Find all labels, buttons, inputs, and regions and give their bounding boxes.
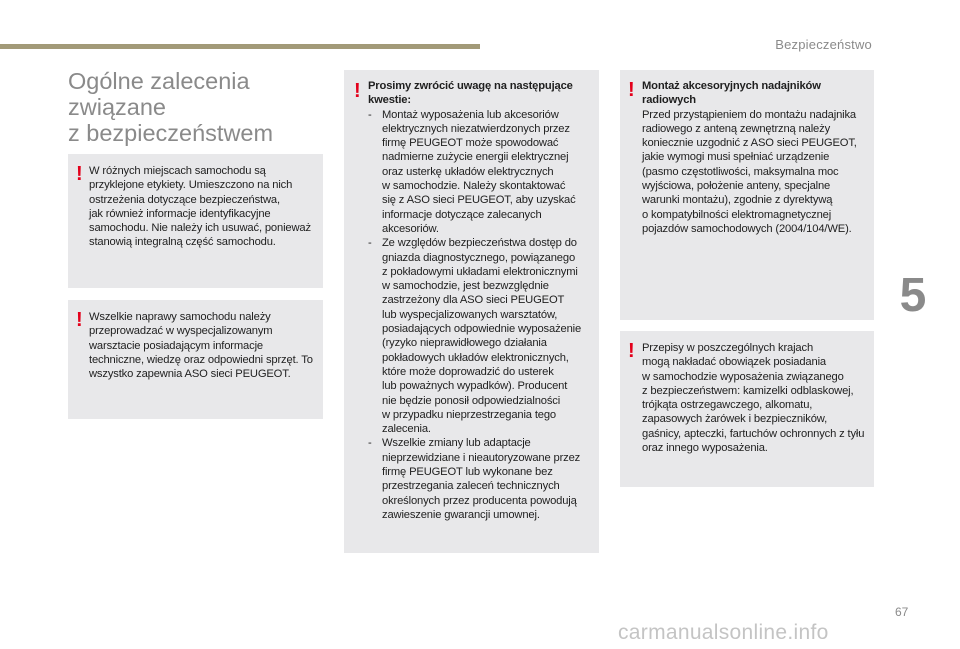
exclamation-icon: !: [354, 80, 361, 102]
warning-text-line: wyjściowa, położenie anteny, specjalne: [642, 180, 831, 193]
header-accent-bar: [0, 44, 480, 49]
bullet-line: nie będzie ponosił odpowiedzialności: [382, 394, 561, 407]
warning-text-line: o kompatybilności elektromagnetycznej: [642, 208, 832, 221]
bullet-line: pokładowych układów elektronicznych,: [382, 351, 569, 364]
bullet-line: informacje dotyczące zalecanych: [382, 208, 542, 221]
page-title: [68, 68, 273, 146]
exclamation-icon: !: [628, 79, 635, 101]
page-title-line: Ogólne zalecenia: [68, 68, 250, 94]
page-title-line: z bezpieczeństwem: [68, 120, 274, 146]
warning-text-line: stanowią integralną część samochodu.: [89, 236, 276, 249]
bullet-line: Wszelkie zmiany lub adaptacje: [382, 437, 531, 450]
bullet-line: zastrzeżony dla ASO sieci PEUGEOT: [382, 294, 565, 307]
warning-bullet-list: [368, 108, 595, 523]
warning-text-line: z bezpieczeństwem: kamizelki odblaskowej,: [642, 384, 854, 397]
bullet-line: określonych przez producenta powodują: [382, 494, 577, 507]
warning-text-line: W różnych miejscach samochodu są: [89, 165, 266, 177]
bullet-line: nieprzewidziane i nieautoryzowane przez: [382, 451, 581, 464]
bullet-line: które może doprowadzić do usterek: [382, 365, 554, 378]
exclamation-icon: !: [628, 340, 635, 362]
chapter-number: 5: [899, 269, 927, 322]
bullet-line: przestrzegania zaleceń technicznych: [382, 480, 560, 493]
bullet-line: zawieszenie gwarancji umownej.: [382, 508, 540, 521]
bullet-line: nadmierne zużycie energii elektrycznej: [382, 151, 569, 164]
warning-text-line: pojazdów samochodowych (2004/104/WE).: [642, 222, 852, 235]
bullet-line: (ryzyko nieprawidłowego działania: [382, 337, 547, 350]
warning-text-line: ostrzeżenia dotyczące bezpieczeństwa,: [89, 193, 280, 206]
bullet-line: w samochodzie, jest bezwzględnie: [382, 280, 549, 293]
warning-text-line: wszystko zapewnia ASO sieci PEUGEOT.: [89, 368, 291, 381]
bullet-line: w samochodzie. Należy skontaktować: [382, 180, 566, 193]
warning-text-line: koniecznie uzgodnić z ASO sieci PEUGEOT,: [642, 137, 857, 150]
bullet-item: [368, 436, 595, 522]
bullet-item: [368, 236, 595, 436]
warning-text-line: przyklejone etykiety. Umieszczono na nich: [89, 179, 293, 192]
warning-heading-line: kwestie:: [368, 94, 411, 107]
exclamation-icon: !: [76, 309, 83, 331]
warning-text-line: (pasmo częstotliwości, maksymalna moc: [642, 165, 839, 178]
bullet-line: elektrycznych niezatwierdzonych przez: [382, 122, 570, 135]
warning-text-line: Wszelkie naprawy samochodu należy: [89, 311, 271, 323]
warning-text-line: przeprowadzać w wyspecjalizowanym: [89, 325, 273, 338]
bullet-line: Ze względów bezpieczeństwa dostęp do: [382, 237, 577, 250]
bullet-line: lub poważnych wypadków). Producent: [382, 380, 568, 393]
warning-box-accessories: [344, 70, 599, 553]
warning-text-line: Przed przystąpieniem do montażu nadajnika: [642, 108, 856, 121]
warning-text-line: gaśnicy, apteczki, fartuchów ochronnych z tyłu: [642, 427, 865, 440]
warning-text-line: warsztacie posiadającym informacje: [89, 339, 263, 352]
page-title-line: związane: [68, 94, 166, 120]
warning-box-radio-transmitters: [620, 70, 874, 320]
warning-text-line: techniczne, wiedzę oraz odpowiedni sprzęt. To: [89, 353, 313, 366]
warning-text-line: Przepisy w poszczególnych krajach: [642, 342, 814, 354]
bullet-line: firmę PEUGEOT może spowodować: [382, 137, 559, 150]
exclamation-icon: !: [76, 163, 83, 185]
bullet-line: firmę PEUGEOT lub wykonane bez: [382, 466, 553, 479]
bullet-line: z pokładowymi układami elektronicznymi: [382, 265, 578, 278]
warning-text-line: trójkąta ostrzegawczego, alkomatu,: [642, 399, 813, 412]
warning-text-line: w samochodzie wyposażenia związanego: [642, 370, 844, 383]
bullet-line: lub wyspecjalizowanych warsztatów,: [382, 308, 558, 321]
bullet-dash: -: [368, 108, 372, 121]
warning-text-line: jakie wymogi musi spełniać urządzenie: [642, 151, 830, 164]
warning-heading-line: radiowych: [642, 94, 696, 107]
warning-text-line: zapasowych żarówek i bezpieczników,: [642, 413, 828, 426]
bullet-line: zalecenia.: [382, 423, 431, 436]
watermark: carmanualsonline.info: [618, 621, 829, 644]
warning-heading-line: Montaż akcesoryjnych nadajników: [642, 80, 821, 92]
bullet-line: oraz usterkę układów elektrycznych: [382, 165, 554, 178]
bullet-dash: -: [368, 437, 372, 450]
warning-text-line: jak również informacje identyfikacyjne: [89, 207, 271, 220]
page-number: 67: [895, 605, 909, 619]
bullet-line: akcesoriów.: [382, 222, 439, 235]
warning-text-line: mogą nakładać obowiązek posiadania: [642, 356, 826, 369]
bullet-line: się z ASO sieci PEUGEOT, aby uzyskać: [382, 194, 576, 207]
warning-box-repairs: [68, 300, 323, 419]
bullet-dash: -: [368, 237, 372, 250]
warning-text-line: samochodu. Nie należy ich usuwać, ponieważ: [89, 222, 311, 235]
bullet-line: posiadających odpowiednie wyposażenie: [382, 323, 582, 336]
section-title: Bezpieczeństwo: [775, 37, 872, 52]
warning-box-labels: [68, 154, 323, 288]
warning-heading-line: Prosimy zwrócić uwagę na następujące: [368, 80, 573, 92]
warning-text-line: warunki montażu), zgodnie z dyrektywą: [642, 194, 833, 207]
warning-text-line: oraz innego wyposażenia.: [642, 442, 768, 455]
bullet-line: gniazda diagnostycznego, powiązanego: [382, 251, 576, 264]
warning-box-country-regulations: [620, 331, 874, 487]
warning-text-line: radiowego z anteną zewnętrzną należy: [642, 122, 831, 135]
bullet-line: Montaż wyposażenia lub akcesoriów: [382, 108, 559, 121]
bullet-item: [368, 108, 595, 237]
bullet-line: w przypadku nieprzestrzegania tego: [382, 408, 557, 421]
